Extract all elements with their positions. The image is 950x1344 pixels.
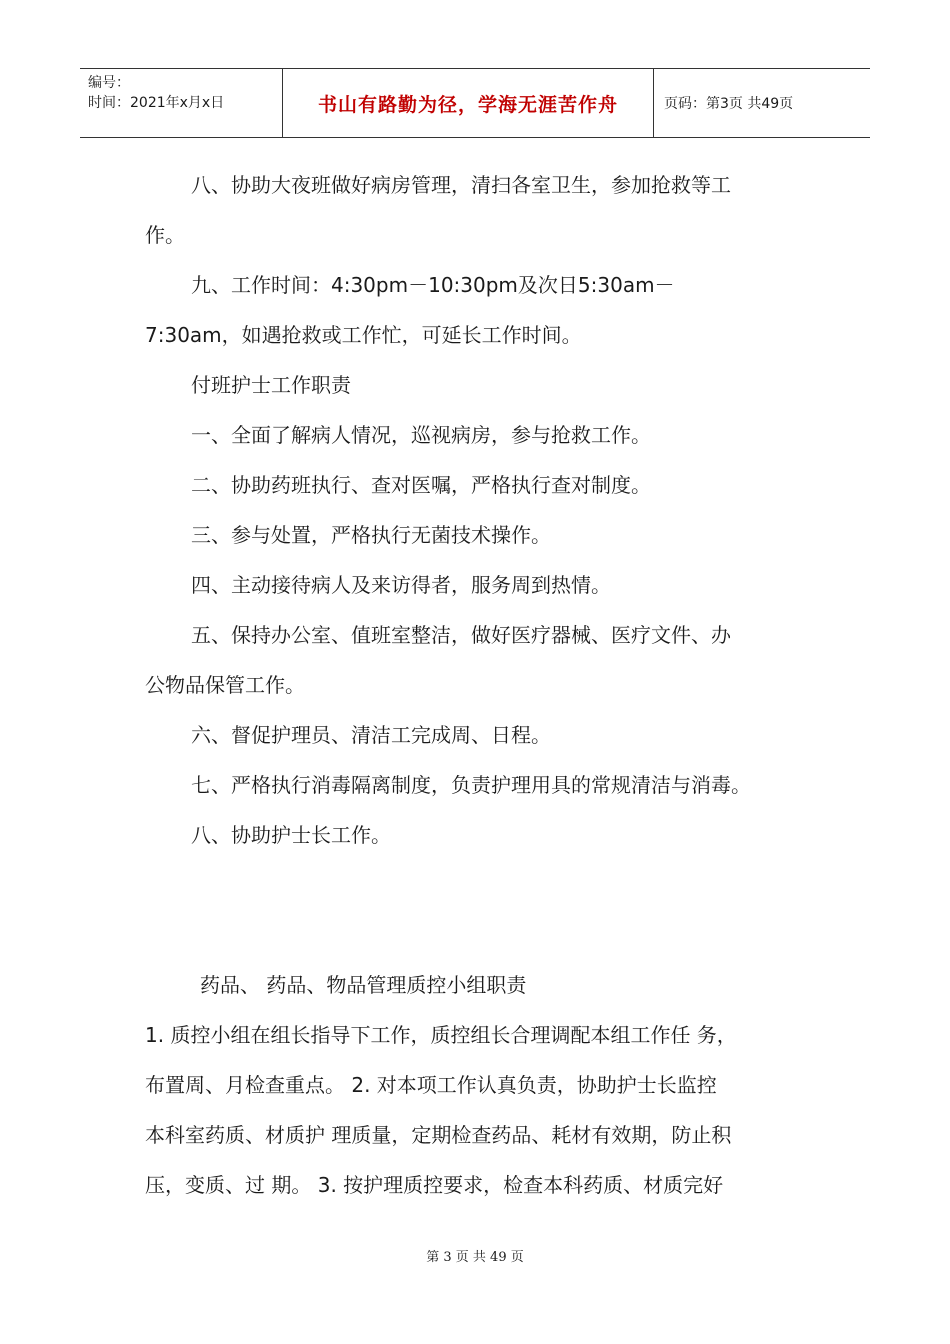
document-number-label: 编号： xyxy=(88,75,130,91)
list-item: 七、严格执行消毒隔离制度，负责护理用具的常规清洁与消毒。 xyxy=(191,773,751,797)
header-meta xyxy=(80,69,282,137)
paragraph-line: 本科室药质、材质护 理质量，定期检查药品、耗材有效期，防止积 xyxy=(145,1123,732,1147)
paragraph-line: 九、工作时间：4:30pm－10:30pm及次日5:30am－ xyxy=(191,273,675,297)
paragraph-line: 7:30am，如遇抢救或工作忙，可延长工作时间。 xyxy=(145,323,582,347)
header-motto: 书山有路勤为径，学海无涯苦作舟 xyxy=(282,69,654,137)
paragraph-line: 作。 xyxy=(145,223,185,247)
paragraph-line: 压，变质、过 期。 3. 按护理质控要求，检查本科药质、材质完好 xyxy=(145,1173,724,1197)
document-date: 时间：2021年x月x日 xyxy=(88,95,225,111)
list-item: 三、参与处置，严格执行无菌技术操作。 xyxy=(191,523,551,547)
list-item: 六、督促护理员、清洁工完成周、日程。 xyxy=(191,723,551,747)
section-title: 药品、 药品、物品管理质控小组职责 xyxy=(200,973,527,997)
list-item: 五、保持办公室、值班室整洁，做好医疗器械、医疗文件、办 xyxy=(191,623,731,647)
header-page-info: 页码：第3页 共49页 xyxy=(664,96,794,112)
list-item: 八、协助护士长工作。 xyxy=(191,823,391,847)
paragraph-line: 八、协助大夜班做好病房管理，清扫各室卫生，参加抢救等工 xyxy=(191,173,731,197)
page-header xyxy=(80,68,870,138)
document-body xyxy=(145,160,810,1210)
list-item: 二、协助药班执行、查对医嘱，严格执行查对制度。 xyxy=(191,473,651,497)
list-item: 一、全面了解病人情况，巡视病房，参与抢救工作。 xyxy=(191,423,651,447)
list-item: 四、主动接待病人及来访得者，服务周到热情。 xyxy=(191,573,611,597)
list-item-continued: 公物品保管工作。 xyxy=(145,673,305,697)
section-title: 付班护士工作职责 xyxy=(191,373,351,397)
paragraph-line: 布置周、月检查重点。 2. 对本项工作认真负责，协助护士长监控 xyxy=(145,1073,717,1097)
page-footer: 第 3 页 共 49 页 xyxy=(426,1250,524,1265)
spacer xyxy=(145,860,810,960)
paragraph-line: 1. 质控小组在组长指导下工作，质控组长合理调配本组工作任 务， xyxy=(145,1023,737,1047)
